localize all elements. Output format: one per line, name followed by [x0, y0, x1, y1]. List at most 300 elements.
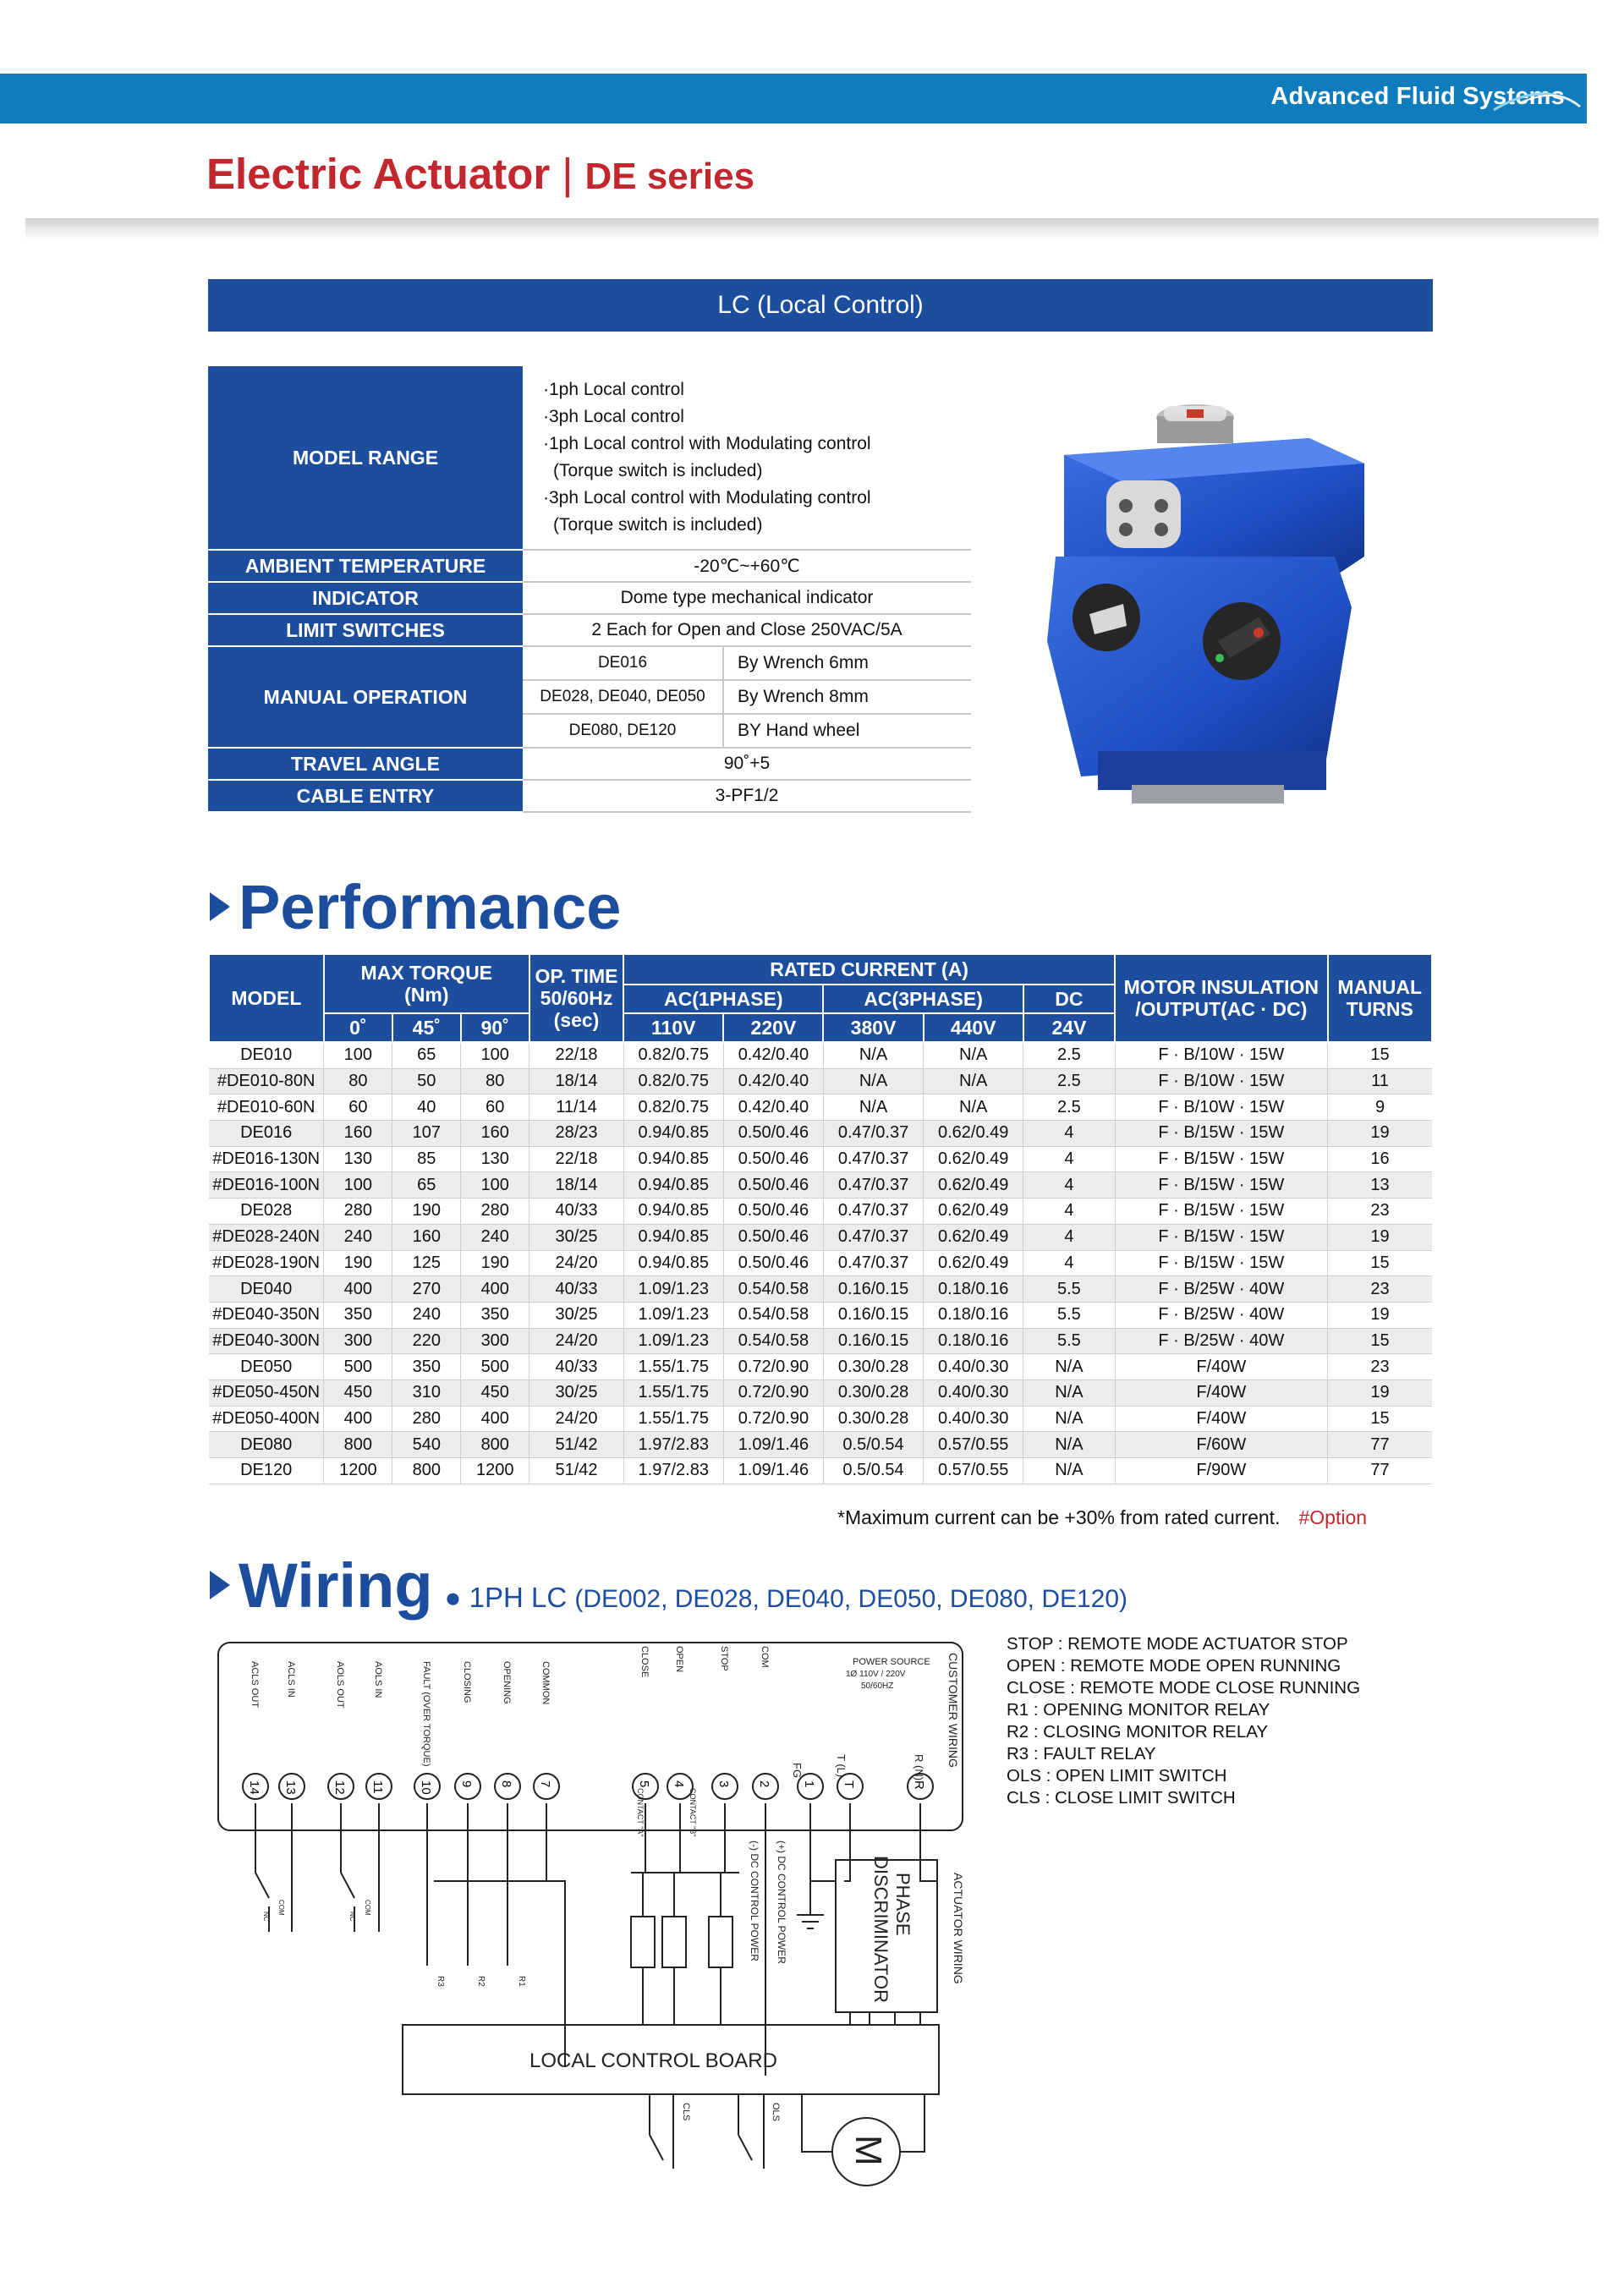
relay-coil: [709, 1917, 732, 1967]
legend-item: CLS : CLOSE LIMIT SWITCH: [1007, 1788, 1236, 1807]
table-cell: 350: [324, 1302, 392, 1328]
t-label: T (L): [835, 1754, 848, 1778]
table-cell: 15: [1328, 1042, 1433, 1068]
terminal-number: 1: [802, 1780, 816, 1788]
knob-green-dot: [1215, 654, 1224, 662]
actuator-wiring-label: ACTUATOR WIRING: [952, 1873, 965, 1984]
phase-label: PHASE: [892, 1873, 914, 1936]
table-cell: 1.09/1.46: [723, 1458, 823, 1484]
manual-model: DE080, DE120: [523, 714, 723, 748]
col-motor-output: /OUTPUT(AC · DC): [1135, 998, 1308, 1020]
table-cell: 4: [1023, 1172, 1115, 1199]
table-cell: 240: [324, 1224, 392, 1250]
table-cell: 80: [324, 1068, 392, 1094]
table-cell: 1.97/2.83: [623, 1458, 723, 1484]
terminal-number: 12: [332, 1780, 347, 1795]
table-cell: 270: [392, 1276, 461, 1303]
table-row: [209, 1276, 1432, 1303]
power-source-freq: 50/60HZ: [861, 1681, 894, 1691]
wiring-heading: [210, 1550, 1127, 1621]
table-cell: 15: [1328, 1406, 1433, 1432]
table-row: [209, 1224, 1432, 1250]
table-cell: 800: [461, 1432, 529, 1458]
terminal-label: AOLS OUT: [335, 1661, 345, 1709]
fg-label: FG: [791, 1763, 804, 1779]
table-cell: F/40W: [1115, 1380, 1327, 1406]
table-cell: 107: [392, 1121, 461, 1147]
table-cell: 24/20: [529, 1406, 623, 1432]
contact-b-label: CONTACT "B": [689, 1788, 697, 1837]
table-cell: 0.30/0.28: [823, 1380, 923, 1406]
page-title: [206, 149, 754, 199]
terminal-label: AOLS IN: [373, 1661, 383, 1698]
table-cell: 0.54/0.58: [723, 1302, 823, 1328]
table-cell: 19: [1328, 1302, 1433, 1328]
power-source-voltage: 1Ø 110V / 220V: [846, 1670, 906, 1679]
table-cell: 2.5: [1023, 1042, 1115, 1068]
relay-coil: [662, 1917, 686, 1967]
knob-red-dot: [1254, 628, 1264, 638]
terminal-number: 5: [637, 1780, 651, 1788]
table-cell: 100: [461, 1042, 529, 1068]
table-row: [209, 1094, 1432, 1121]
legend-item: R2 : CLOSING MONITOR RELAY: [1007, 1722, 1269, 1742]
legend-item: OPEN : REMOTE MODE OPEN RUNNING: [1007, 1656, 1341, 1676]
legend-item: R1 : OPENING MONITOR RELAY: [1007, 1700, 1270, 1720]
table-cell: F · B/15W · 15W: [1115, 1172, 1327, 1199]
table-cell: F · B/15W · 15W: [1115, 1199, 1327, 1225]
panel-button: [1155, 523, 1168, 536]
wiring-diagram: [210, 1627, 988, 2202]
table-cell: 19: [1328, 1224, 1433, 1250]
terminal-label: STOP: [719, 1646, 729, 1671]
col-model: [209, 954, 324, 1042]
col-380v: 380V: [823, 1013, 923, 1042]
table-cell: 0.54/0.58: [723, 1328, 823, 1354]
col-motor: [1115, 954, 1327, 1042]
col-op-time-freq: 50/60Hz: [540, 987, 613, 1009]
table-cell: 65: [392, 1172, 461, 1199]
col-deg45: 45˚: [392, 1013, 461, 1042]
table-cell: 0.5/0.54: [823, 1458, 923, 1484]
table-row: [209, 1406, 1432, 1432]
terminal-label: OPEN: [674, 1646, 684, 1673]
table-cell: 24/20: [529, 1250, 623, 1276]
col-motor-label: MOTOR INSULATION: [1123, 976, 1319, 998]
manual-value: BY Hand wheel: [723, 714, 971, 748]
table-cell: 0.94/0.85: [623, 1224, 723, 1250]
table-cell: 1.55/1.75: [623, 1380, 723, 1406]
manual-value: By Wrench 6mm: [723, 646, 971, 680]
table-row: [209, 1146, 1432, 1172]
table-cell: F/60W: [1115, 1432, 1327, 1458]
table-row: [209, 1328, 1432, 1354]
current-note: [837, 1506, 1367, 1529]
spec-row-ambient: [208, 550, 971, 582]
table-cell: 4: [1023, 1121, 1115, 1147]
table-cell: 5.5: [1023, 1328, 1115, 1354]
table-cell: 800: [324, 1432, 392, 1458]
table-cell: 0.47/0.37: [823, 1172, 923, 1199]
table-cell: #DE010-60N: [209, 1094, 324, 1121]
terminal-group: [243, 1774, 933, 1799]
table-cell: 0.30/0.28: [823, 1354, 923, 1380]
customer-wiring-label: CUSTOMER WIRING: [946, 1653, 960, 1768]
table-cell: 0.47/0.37: [823, 1146, 923, 1172]
table-cell: 40/33: [529, 1276, 623, 1303]
option-note: #Option: [1298, 1506, 1368, 1528]
table-cell: 0.18/0.16: [924, 1276, 1023, 1303]
r-label: R (N): [913, 1754, 925, 1781]
perf-header-row-1: [209, 954, 1432, 985]
table-cell: 0.40/0.30: [924, 1406, 1023, 1432]
table-cell: 30/25: [529, 1224, 623, 1250]
table-cell: 350: [392, 1354, 461, 1380]
legend-item: R3 : FAULT RELAY: [1007, 1744, 1156, 1764]
wiring-subtitle: [445, 1582, 1128, 1613]
performance-table-body: [209, 1042, 1432, 1484]
terminal-number: 2: [757, 1780, 771, 1788]
table-cell: 800: [392, 1458, 461, 1484]
limit-value: 2 Each for Open and Close 250VAC/5A: [523, 614, 971, 646]
table-cell: 0.30/0.28: [823, 1406, 923, 1432]
current-note-text: *Maximum current can be +30% from rated current.: [837, 1506, 1281, 1528]
contact-a-label: CONTACT "A": [636, 1788, 645, 1837]
col-max-torque: [324, 954, 529, 1013]
table-cell: 300: [324, 1328, 392, 1354]
table-cell: DE010: [209, 1042, 324, 1068]
col-rated-current: RATED CURRENT (A): [623, 954, 1115, 985]
table-cell: N/A: [924, 1068, 1023, 1094]
title-separator: |: [562, 150, 573, 198]
table-row: [209, 1042, 1432, 1068]
table-cell: 0.42/0.40: [723, 1042, 823, 1068]
table-cell: 0.57/0.55: [924, 1458, 1023, 1484]
table-cell: DE120: [209, 1458, 324, 1484]
manual-label: MANUAL OPERATION: [208, 646, 523, 748]
model-range-note: (Torque switch is included): [553, 515, 763, 535]
table-cell: 1.55/1.75: [623, 1354, 723, 1380]
table-cell: 130: [324, 1146, 392, 1172]
indicator-value: Dome type mechanical indicator: [523, 582, 971, 614]
table-cell: 23: [1328, 1276, 1433, 1303]
table-cell: 0.94/0.85: [623, 1121, 723, 1147]
col-deg90: 90˚: [461, 1013, 529, 1042]
table-cell: 0.40/0.30: [924, 1380, 1023, 1406]
spec-table: [208, 366, 971, 813]
model-range-item: ·1ph Local control: [543, 380, 684, 399]
table-cell: F · B/10W · 15W: [1115, 1094, 1327, 1121]
table-cell: 28/23: [529, 1121, 623, 1147]
title-shadow-divider: [25, 218, 1599, 240]
table-cell: 60: [324, 1094, 392, 1121]
table-cell: 0.82/0.75: [623, 1068, 723, 1094]
table-cell: 100: [324, 1042, 392, 1068]
table-cell: 16: [1328, 1146, 1433, 1172]
col-op-time-unit: (sec): [553, 1009, 600, 1031]
table-cell: 1.97/2.83: [623, 1432, 723, 1458]
table-cell: 0.18/0.16: [924, 1328, 1023, 1354]
cls-label: CLS: [681, 2103, 691, 2121]
nc-label: NC: [262, 1912, 270, 1922]
discriminator-label: DISCRIMINATOR: [870, 1856, 892, 2003]
table-cell: #DE010-80N: [209, 1068, 324, 1094]
table-cell: 18/14: [529, 1068, 623, 1094]
terminal-label: CLOSING: [462, 1661, 472, 1703]
table-row: [209, 1172, 1432, 1199]
table-cell: 450: [461, 1380, 529, 1406]
table-cell: 300: [461, 1328, 529, 1354]
table-cell: 160: [392, 1224, 461, 1250]
local-board-label: LOCAL CONTROL BOARD: [529, 2049, 777, 2072]
table-row: [209, 1121, 1432, 1147]
model-range-item: [543, 458, 971, 485]
terminal-number: 3: [716, 1780, 731, 1788]
panel-button: [1119, 499, 1133, 513]
manual-value: By Wrench 8mm: [723, 680, 971, 714]
model-range-value: [523, 366, 971, 550]
table-cell: 0.16/0.15: [823, 1302, 923, 1328]
control-panel: [1106, 480, 1181, 548]
table-cell: 11/14: [529, 1094, 623, 1121]
table-cell: 0.72/0.90: [723, 1354, 823, 1380]
table-cell: 1.09/1.23: [623, 1276, 723, 1303]
table-cell: 4: [1023, 1199, 1115, 1225]
table-cell: 30/25: [529, 1302, 623, 1328]
table-cell: 22/18: [529, 1042, 623, 1068]
panel-button: [1155, 499, 1168, 513]
terminal-number: T: [842, 1780, 856, 1789]
spec-row-limit: [208, 614, 971, 646]
col-220v: 220V: [723, 1013, 823, 1042]
terminal-label: COMMON: [540, 1661, 551, 1705]
table-cell: 1200: [461, 1458, 529, 1484]
table-cell: F · B/25W · 40W: [1115, 1276, 1327, 1303]
manual-model: DE016: [523, 646, 723, 680]
table-cell: 310: [392, 1380, 461, 1406]
model-range-label: MODEL RANGE: [208, 366, 523, 550]
table-cell: 280: [392, 1406, 461, 1432]
terminal-label: FAULT (OVER TORQUE): [421, 1661, 431, 1767]
legend-item: CLOSE : REMOTE MODE CLOSE RUNNING: [1007, 1678, 1361, 1698]
col-manual-label: MANUAL: [1337, 976, 1423, 998]
table-cell: 0.50/0.46: [723, 1172, 823, 1199]
terminal-label: OPENING: [502, 1661, 512, 1704]
terminal-number: 9: [459, 1780, 474, 1788]
table-cell: 0.47/0.37: [823, 1250, 923, 1276]
table-cell: 0.50/0.46: [723, 1224, 823, 1250]
terminal-number: 8: [499, 1780, 513, 1788]
table-cell: N/A: [823, 1042, 923, 1068]
table-cell: F · B/10W · 15W: [1115, 1068, 1327, 1094]
table-cell: F · B/15W · 15W: [1115, 1121, 1327, 1147]
table-cell: 80: [461, 1068, 529, 1094]
wiring-subtitle-main: ● 1PH LC: [444, 1582, 568, 1613]
table-cell: DE080: [209, 1432, 324, 1458]
table-cell: 0.18/0.16: [924, 1302, 1023, 1328]
table-cell: #DE050-400N: [209, 1406, 324, 1432]
table-cell: 19: [1328, 1121, 1433, 1147]
performance-heading: [210, 871, 621, 943]
table-row: [209, 1068, 1432, 1094]
table-cell: 190: [392, 1199, 461, 1225]
table-cell: 0.62/0.49: [924, 1224, 1023, 1250]
table-cell: 5.5: [1023, 1276, 1115, 1303]
table-cell: 0.62/0.49: [924, 1199, 1023, 1225]
table-cell: 1200: [324, 1458, 392, 1484]
col-op-time-label: OP. TIME: [535, 965, 618, 987]
table-cell: 1.09/1.23: [623, 1302, 723, 1328]
title-series: DE series: [584, 156, 755, 197]
table-cell: 350: [461, 1302, 529, 1328]
terminal-number: R: [912, 1780, 926, 1790]
table-cell: 220: [392, 1328, 461, 1354]
manual-model: DE028, DE040, DE050: [523, 680, 723, 714]
col-deg0: 0˚: [324, 1013, 392, 1042]
table-cell: N/A: [924, 1094, 1023, 1121]
table-cell: N/A: [1023, 1354, 1115, 1380]
table-row: [209, 1380, 1432, 1406]
table-cell: 0.42/0.40: [723, 1068, 823, 1094]
table-cell: F · B/10W · 15W: [1115, 1042, 1327, 1068]
col-24v: 24V: [1023, 1013, 1115, 1042]
table-cell: #DE028-240N: [209, 1224, 324, 1250]
table-cell: 15: [1328, 1328, 1433, 1354]
terminal-number: 7: [538, 1780, 552, 1788]
table-cell: 125: [392, 1250, 461, 1276]
table-cell: 0.94/0.85: [623, 1199, 723, 1225]
table-cell: 77: [1328, 1432, 1433, 1458]
table-cell: 100: [461, 1172, 529, 1199]
table-cell: 280: [324, 1199, 392, 1225]
table-cell: 400: [461, 1406, 529, 1432]
table-cell: 24/20: [529, 1328, 623, 1354]
cable-value: 3-PF1/2: [523, 780, 971, 812]
terminal-label-group: [250, 1646, 770, 1767]
cable-label: CABLE ENTRY: [208, 780, 523, 812]
table-cell: #DE016-130N: [209, 1146, 324, 1172]
table-cell: F · B/15W · 15W: [1115, 1250, 1327, 1276]
brand-swoosh-icon: [1485, 78, 1587, 120]
table-cell: 19: [1328, 1380, 1433, 1406]
table-cell: 77: [1328, 1458, 1433, 1484]
legend-item: OLS : OPEN LIMIT SWITCH: [1007, 1766, 1227, 1786]
terminal-label: ACLS IN: [286, 1661, 296, 1698]
table-cell: 240: [392, 1302, 461, 1328]
table-cell: 450: [324, 1380, 392, 1406]
title-main: Electric Actuator: [206, 150, 551, 198]
table-cell: 4: [1023, 1146, 1115, 1172]
indicator-label: INDICATOR: [208, 582, 523, 614]
col-110v: 110V: [623, 1013, 723, 1042]
relay-coil: [631, 1917, 655, 1967]
table-cell: 15: [1328, 1250, 1433, 1276]
table-cell: 400: [461, 1276, 529, 1303]
table-cell: 23: [1328, 1354, 1433, 1380]
table-row: [209, 1199, 1432, 1225]
table-cell: 0.40/0.30: [924, 1354, 1023, 1380]
terminal-number: 10: [419, 1780, 433, 1795]
table-cell: F · B/25W · 40W: [1115, 1302, 1327, 1328]
table-cell: N/A: [823, 1094, 923, 1121]
col-manual-turns: [1328, 954, 1433, 1042]
col-turns-label: TURNS: [1346, 998, 1413, 1020]
terminal-number: 11: [370, 1780, 385, 1794]
table-cell: 1.55/1.75: [623, 1406, 723, 1432]
table-cell: 4: [1023, 1250, 1115, 1276]
table-cell: #DE040-350N: [209, 1302, 324, 1328]
table-cell: 22/18: [529, 1146, 623, 1172]
table-cell: 0.5/0.54: [823, 1432, 923, 1458]
table-cell: 0.62/0.49: [924, 1250, 1023, 1276]
table-cell: DE050: [209, 1354, 324, 1380]
power-source-label: POWER SOURCE: [853, 1657, 930, 1667]
spec-row-cable: [208, 780, 971, 812]
terminal-number: 13: [283, 1780, 298, 1795]
table-cell: 0.72/0.90: [723, 1380, 823, 1406]
model-range-note: (Torque switch is included): [553, 461, 763, 480]
table-cell: 9: [1328, 1094, 1433, 1121]
table-cell: 65: [392, 1042, 461, 1068]
table-cell: F/40W: [1115, 1354, 1327, 1380]
table-cell: 0.62/0.49: [924, 1146, 1023, 1172]
table-cell: 1.09/1.46: [723, 1432, 823, 1458]
table-cell: F · B/15W · 15W: [1115, 1224, 1327, 1250]
wiring-legend: [1007, 1633, 1360, 1809]
table-cell: 0.82/0.75: [623, 1042, 723, 1068]
nc-label: NC: [348, 1912, 356, 1922]
terminal-number: 14: [247, 1780, 261, 1795]
model-range-item: [543, 512, 971, 539]
table-cell: 0.82/0.75: [623, 1094, 723, 1121]
table-cell: 1.09/1.23: [623, 1328, 723, 1354]
performance-table: [208, 953, 1433, 1484]
table-cell: DE028: [209, 1199, 324, 1225]
table-cell: 160: [461, 1121, 529, 1147]
model-range-item: ·3ph Local control with Modulating control: [543, 488, 871, 507]
table-cell: 2.5: [1023, 1068, 1115, 1094]
terminal-label: COM: [760, 1646, 770, 1668]
actuator-product-image: [1030, 387, 1385, 810]
table-cell: 11: [1328, 1068, 1433, 1094]
table-cell: 0.94/0.85: [623, 1250, 723, 1276]
dc-minus-label: (-) DC CONTROL POWER: [749, 1840, 760, 1961]
model-range-item: ·1ph Local control with Modulating control: [543, 434, 871, 453]
table-cell: DE016: [209, 1121, 324, 1147]
table-cell: N/A: [924, 1042, 1023, 1068]
limit-label: LIMIT SWITCHES: [208, 614, 523, 646]
table-cell: 18/14: [529, 1172, 623, 1199]
relay-label: R2: [476, 1976, 486, 1987]
col-max-torque-unit: (Nm): [404, 984, 449, 1006]
table-cell: N/A: [1023, 1380, 1115, 1406]
table-cell: 0.16/0.15: [823, 1328, 923, 1354]
table-cell: N/A: [1023, 1432, 1115, 1458]
table-cell: 5.5: [1023, 1302, 1115, 1328]
table-cell: 0.42/0.40: [723, 1094, 823, 1121]
table-cell: F · B/25W · 40W: [1115, 1328, 1327, 1354]
table-cell: 0.94/0.85: [623, 1146, 723, 1172]
table-cell: 0.57/0.55: [924, 1432, 1023, 1458]
table-cell: 0.50/0.46: [723, 1250, 823, 1276]
table-cell: 0.16/0.15: [823, 1276, 923, 1303]
table-cell: #DE028-190N: [209, 1250, 324, 1276]
dome-indicator: [1187, 409, 1204, 418]
table-cell: #DE016-100N: [209, 1172, 324, 1199]
table-cell: N/A: [1023, 1458, 1115, 1484]
col-op-time: [529, 954, 623, 1042]
table-cell: 4: [1023, 1224, 1115, 1250]
